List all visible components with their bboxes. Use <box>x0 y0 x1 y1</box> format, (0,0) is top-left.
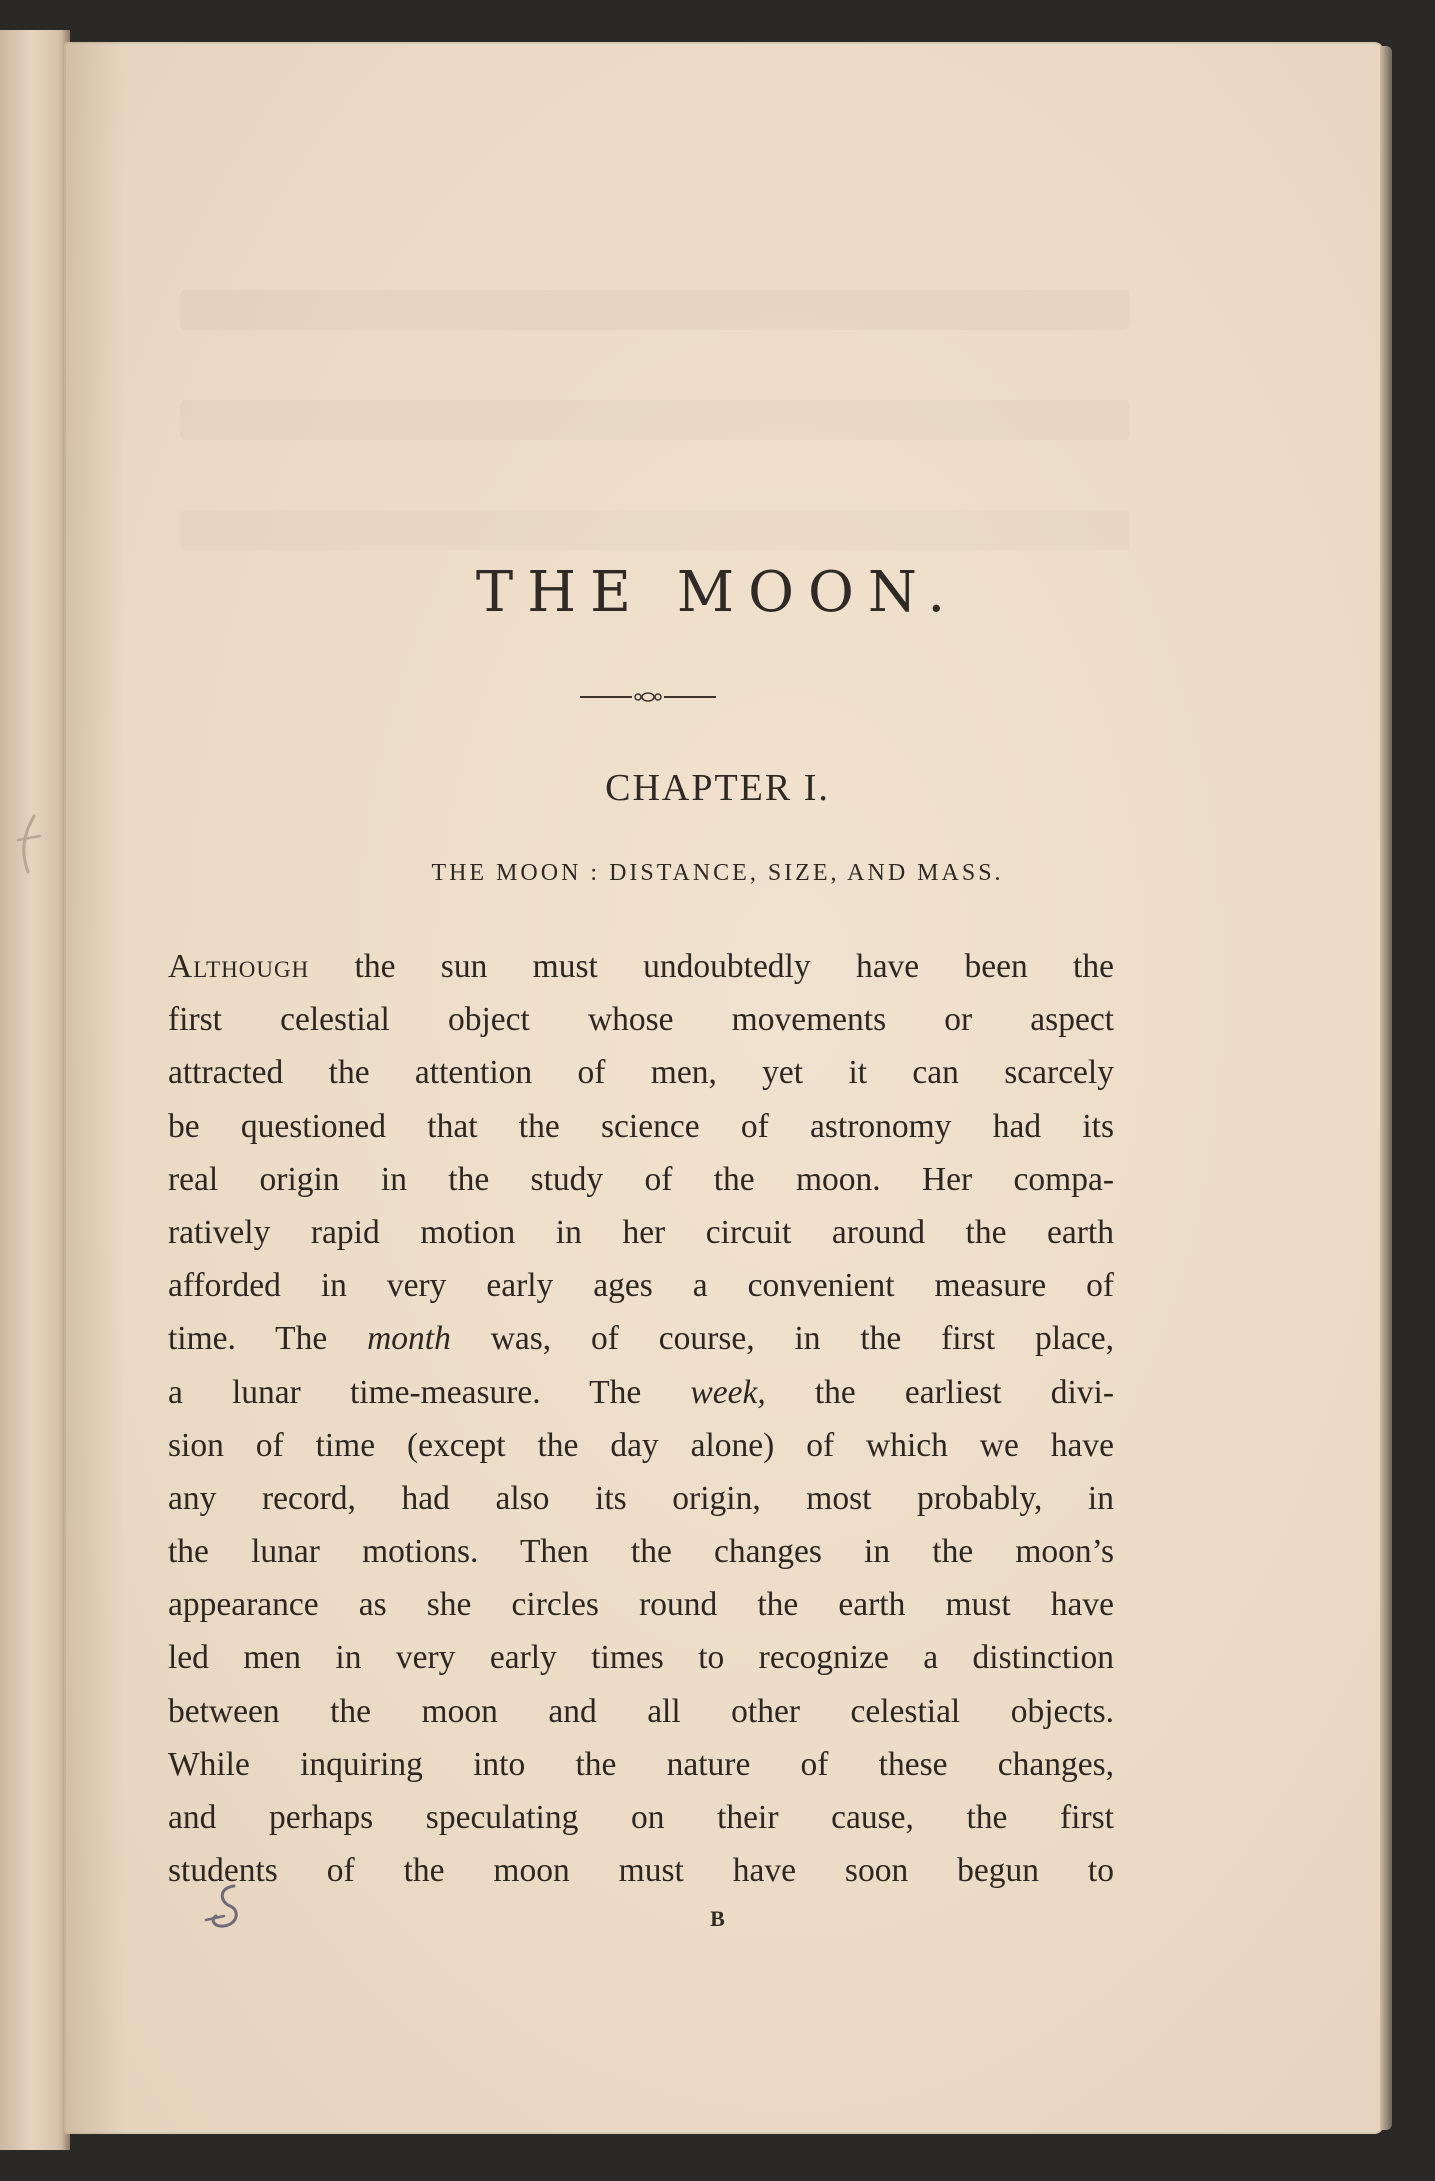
text-run: was, of course, in the first place, <box>450 1320 1114 1358</box>
text-run: attracted the attention of men, yet it can scarcely <box>168 1054 1114 1092</box>
text-run: Although <box>168 948 310 985</box>
text-run: afforded in very early ages a convenient measure of <box>168 1267 1114 1305</box>
body-line <box>168 1631 1114 1684</box>
body-line <box>168 1046 1114 1099</box>
page-edge-shadow <box>1380 46 1392 2130</box>
chapter-subtitle: THE MOON : DISTANCE, SIZE, AND MASS. <box>431 860 1004 886</box>
text-run: be questioned that the science of astronomy had its <box>168 1107 1114 1145</box>
text-run: led men in very early times to recognize a distinction <box>168 1639 1114 1677</box>
body-line <box>168 993 1114 1046</box>
text-run: month <box>367 1320 451 1358</box>
bleed-through-band <box>180 510 1130 550</box>
body-line <box>168 1206 1114 1259</box>
body-line <box>168 1738 1114 1791</box>
body-line <box>168 1525 1114 1578</box>
body-text <box>168 940 1114 1897</box>
text-run: ratively rapid motion in her circuit around the earth <box>168 1213 1114 1251</box>
book-title: THE MOON. <box>475 560 960 625</box>
text-run: the sun must undoubtedly have been the <box>309 948 1114 985</box>
body-line <box>168 1312 1114 1365</box>
text-run: the earliest divi- <box>765 1373 1114 1411</box>
signature-mark: B <box>710 1906 725 1931</box>
text-run: week, <box>690 1373 766 1411</box>
text-run: students of the moon must have soon begun to <box>168 1852 1114 1890</box>
body-line <box>168 1844 1114 1897</box>
text-run: and perhaps speculating on their cause, the first <box>168 1799 1114 1836</box>
text-run: the lunar motions. Then the changes in the moon’s <box>168 1533 1114 1571</box>
body-line <box>168 1472 1114 1525</box>
body-line <box>168 1578 1114 1631</box>
text-run: a lunar time-measure. The <box>168 1373 691 1411</box>
body-line <box>168 1153 1114 1206</box>
text-run: first celestial object whose movements or aspect <box>168 1001 1114 1039</box>
bleed-through-band <box>180 290 1130 330</box>
text-run: appearance as she circles round the earth must have <box>168 1586 1114 1624</box>
body-line <box>168 1366 1114 1419</box>
text-run: between the moon and all other celestial objects. <box>168 1692 1114 1730</box>
pencil-annotation-icon <box>196 1880 256 1940</box>
text-run: real origin in the study of the moon. Her compa- <box>168 1160 1114 1198</box>
body-line <box>168 1259 1114 1312</box>
pencil-annotation-icon <box>10 810 50 880</box>
text-run: While inquiring into the nature of these changes, <box>168 1745 1114 1783</box>
bleed-through-band <box>180 400 1130 440</box>
chapter-heading: CHAPTER I. <box>605 767 830 809</box>
body-line <box>168 1419 1114 1472</box>
left-page-edge <box>0 30 70 2150</box>
text-run: any record, had also its origin, most probably, in <box>168 1479 1114 1517</box>
text-run: time. The <box>168 1320 368 1358</box>
body-line <box>168 1100 1114 1153</box>
text-run: sion of time (except the day alone) of which we have <box>168 1426 1114 1464</box>
body-line <box>168 1791 1114 1844</box>
ornament-divider-icon <box>580 682 716 712</box>
body-line <box>168 1685 1114 1738</box>
body-line <box>168 940 1114 993</box>
